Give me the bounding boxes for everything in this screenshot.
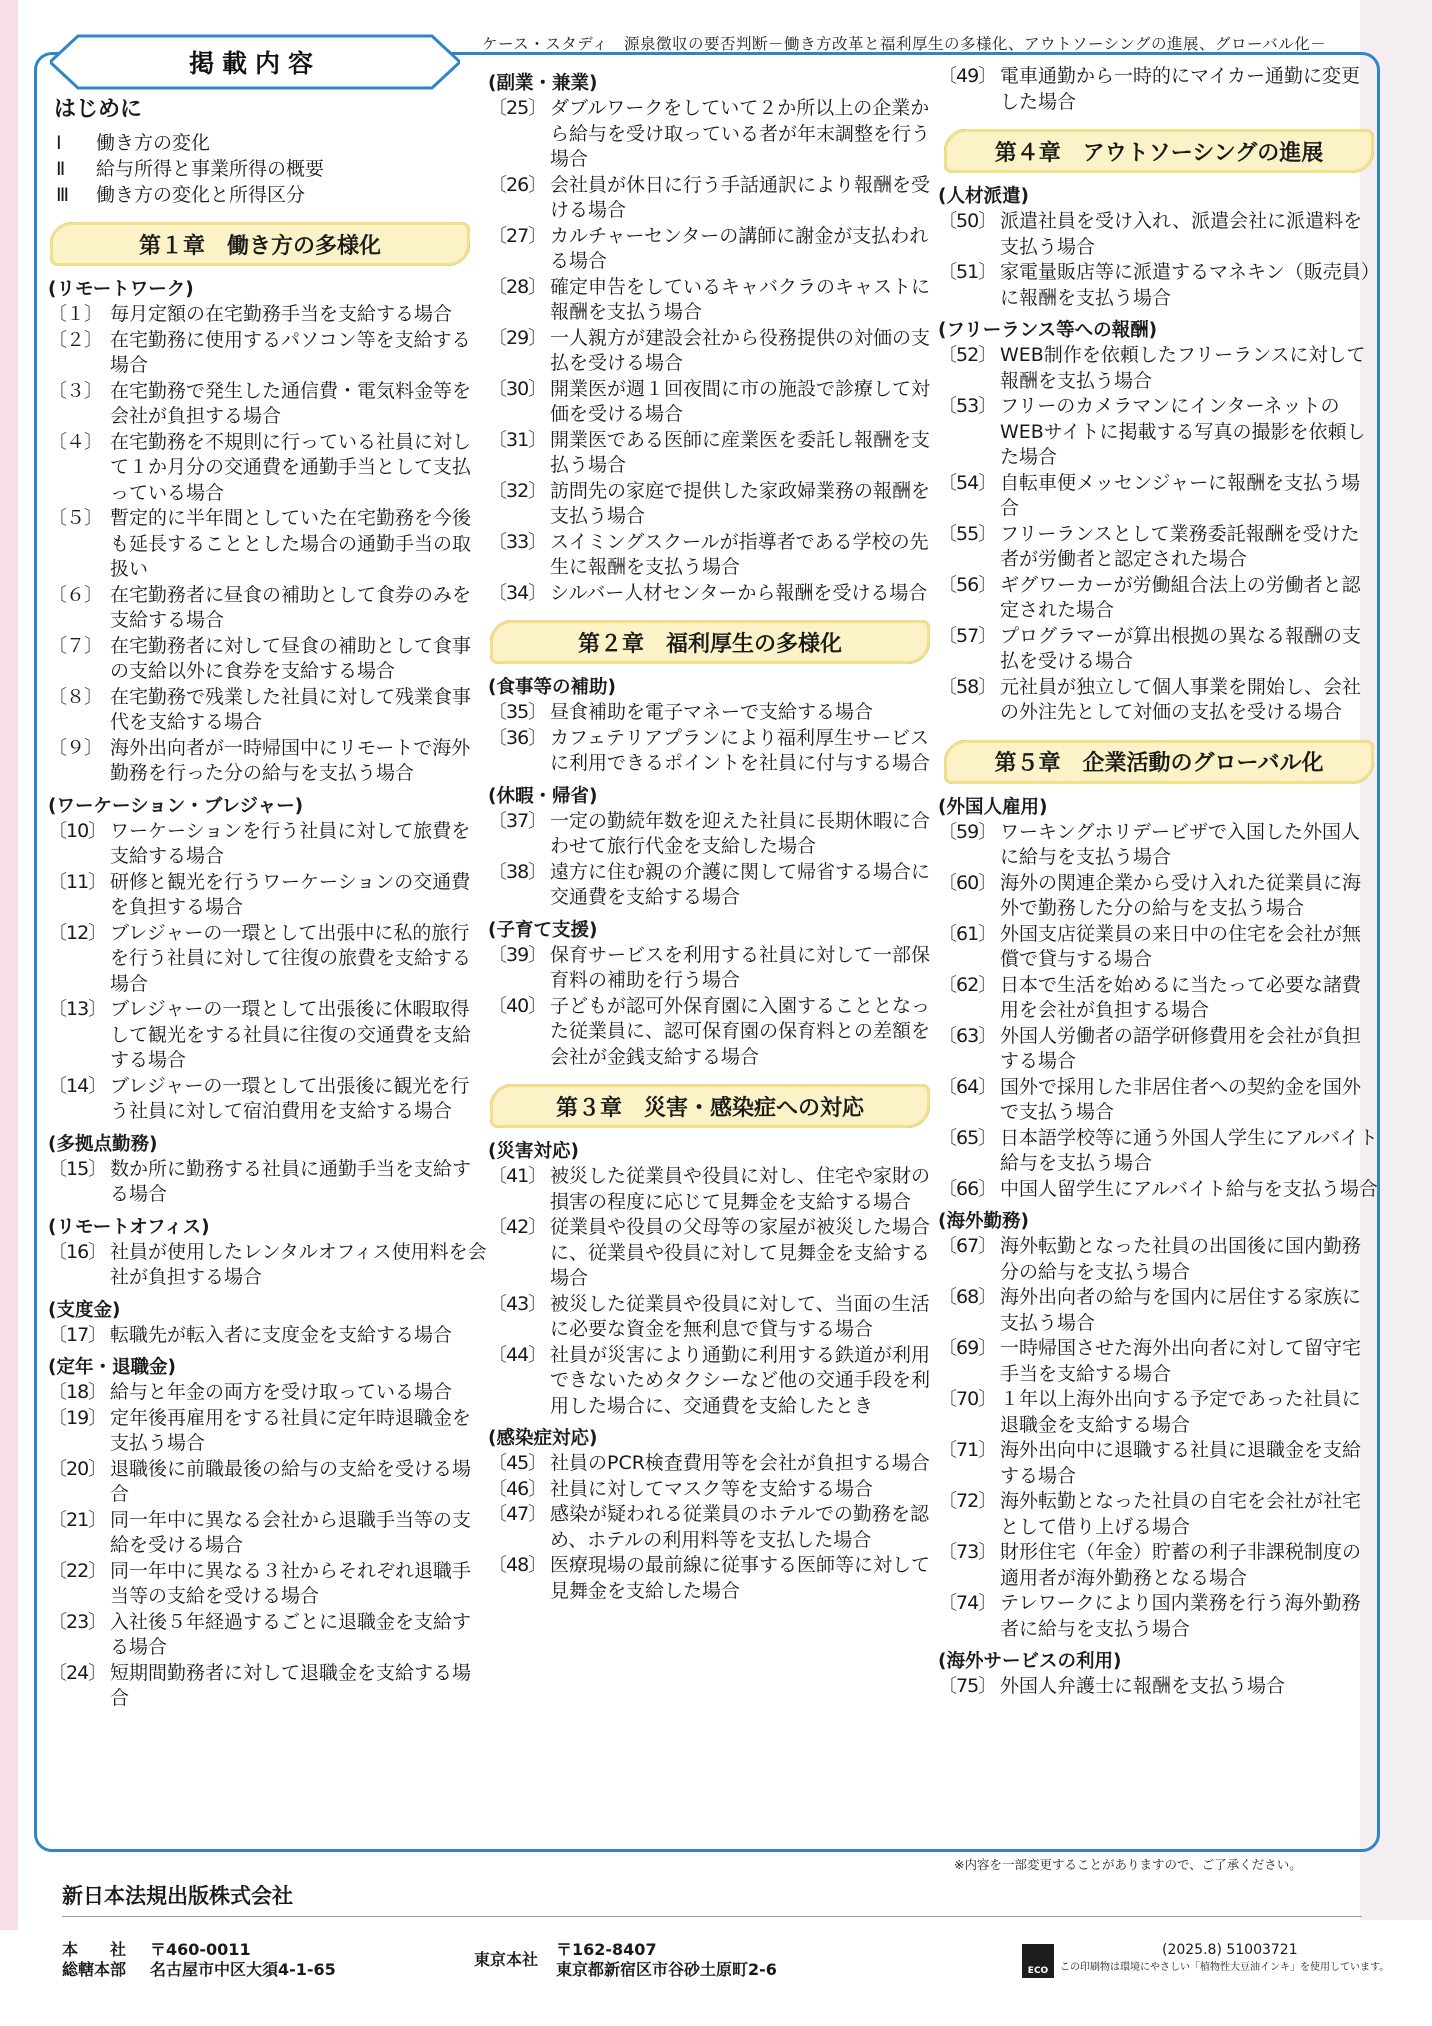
case-title: 社員が災害により通勤に利用する鉄道が利用できないためタクシーなど他の交通手段を利用した場合に、交通費を支給したとき [550, 1343, 931, 1417]
case-item [488, 275, 933, 326]
section-leave [488, 785, 933, 911]
case-number: 〔40〕 [488, 994, 547, 1017]
case-number: 〔69〕 [938, 1337, 997, 1359]
column-3 [938, 64, 1378, 1700]
case-item [48, 870, 488, 921]
case-title: ワーケーションを行う社員に対して旅費を支給する場合 [110, 819, 471, 867]
case-number: 〔11〕 [48, 870, 107, 893]
case-number: 〔67〕 [938, 1235, 997, 1257]
case-item [488, 943, 933, 994]
case-number: 〔52〕 [938, 344, 997, 366]
case-item [48, 1240, 488, 1291]
case-item [938, 1540, 1378, 1591]
case-number: 〔12〕 [48, 921, 107, 944]
page-edge-left [0, 0, 18, 1930]
section-side-job [488, 72, 933, 606]
case-item [938, 1387, 1378, 1438]
case-title: ブレジャーの一環として出張後に休暇取得して観光をする社員に往復の交通費を支給する場合 [110, 998, 472, 1071]
case-number: 〔63〕 [938, 1024, 997, 1047]
case-item [938, 64, 1378, 115]
eco-ink-note: この印刷物は環境にやさしい「植物性大豆油インキ」を使用しています。 [1060, 1962, 1390, 1973]
case-number: 〔５〕 [48, 507, 103, 529]
case-title: フリーのカメラマンにインターネットのWEBサイトに掲載する写真の撮影を依頼した場合 [1000, 395, 1366, 468]
case-number: 〔26〕 [488, 173, 547, 196]
case-title: 退職後に前職最後の給与の支給を受ける場合 [110, 1457, 472, 1505]
case-title: 派遣社員を受け入れ、派遣会社に派遣料を支払う場合 [1000, 210, 1363, 258]
case-title: 被災した従業員や役員に対して、当面の生活に必要な資金を無利息で貸与する場合 [550, 1292, 930, 1340]
case-item [48, 736, 488, 787]
case-number: 〔31〕 [488, 428, 547, 451]
case-item [48, 1074, 488, 1125]
case-item [488, 700, 933, 726]
case-title: 海外出向中に退職する社員に退職金を支給する場合 [1000, 1439, 1362, 1487]
case-item [488, 173, 933, 224]
case-number: 〔45〕 [488, 1452, 547, 1474]
case-item [488, 860, 933, 911]
change-notice: ※内容を一部変更することがありますので、ご了承ください。 [954, 1857, 1302, 1872]
case-title: WEB制作を依頼したフリーランスに対して報酬を支払う場合 [1000, 344, 1366, 392]
case-number: 〔30〕 [488, 377, 547, 400]
section-heading: (海外サービスの利用) [938, 1651, 1122, 1672]
case-item [938, 1285, 1378, 1336]
case-title: スイミングスクールが指導者である学校の先生に報酬を支払う場合 [550, 530, 929, 578]
case-item [938, 394, 1378, 471]
case-item [938, 1674, 1378, 1700]
case-item [48, 1508, 488, 1559]
case-number: 〔２〕 [48, 328, 103, 351]
case-item [938, 820, 1378, 871]
case-title: 毎月定額の在宅勤務手当を支給する場合 [110, 303, 453, 325]
case-number: 〔53〕 [938, 395, 997, 417]
case-number: 〔33〕 [488, 530, 547, 553]
intro-item: Ⅲ 働き方の変化と所得区分 [56, 184, 306, 206]
chapter-5-heading: 第５章 企業活動のグローバル化 [944, 740, 1374, 784]
case-title: 数か所に勤務する社員に通勤手当を支給する場合 [110, 1157, 472, 1205]
section-retirement [48, 1356, 488, 1712]
section-infection [488, 1427, 933, 1604]
case-item [488, 377, 933, 428]
case-title: ブレジャーの一環として出張後に観光を行う社員に対して宿泊費用を支給する場合 [110, 1074, 470, 1122]
case-item [48, 1457, 488, 1508]
case-item [488, 1292, 933, 1343]
section-heading: (海外勤務) [938, 1211, 1029, 1232]
case-number: 〔61〕 [938, 922, 997, 945]
case-title: 海外転勤となった社員の出国後に国内勤務分の給与を支払う場合 [1000, 1235, 1362, 1283]
case-title: 海外出向者の給与を国内に居住する家族に支払う場合 [1000, 1286, 1362, 1334]
case-number: 〔70〕 [938, 1388, 997, 1410]
contents-title-tab [50, 34, 460, 90]
case-title: 給与と年金の両方を受け取っている場合 [110, 1381, 453, 1403]
case-title: 研修と観光を行うワーケーションの交通費を負担する場合 [110, 870, 471, 918]
case-title: 転職先が転入者に支度金を支給する場合 [110, 1323, 453, 1346]
case-item [488, 809, 933, 860]
case-title: テレワークにより国内業務を行う海外勤務者に給与を支払う場合 [1000, 1592, 1361, 1640]
tokyo-address: 東京都新宿区市谷砂土原町2-6 [556, 1960, 777, 1979]
case-item [938, 522, 1378, 573]
case-item [938, 260, 1378, 311]
case-number: 〔64〕 [938, 1075, 997, 1098]
case-number: 〔25〕 [488, 97, 547, 119]
case-title: 財形住宅（年金）貯蓄の利子非課税制度の適用者が海外勤務となる場合 [1000, 1541, 1362, 1589]
footer-divider [62, 1916, 1362, 1917]
case-title: 国外で採用した非居住者への契約金を国外で支払う場合 [1000, 1075, 1362, 1123]
case-number: 〔１〕 [48, 303, 103, 325]
column-1 [48, 96, 488, 1712]
case-item [938, 871, 1378, 922]
section-workation [48, 795, 488, 1125]
case-title: 訪問先の家庭で提供した家政婦業務の報酬を支払う場合 [550, 479, 931, 527]
case-title: フリーランスとして業務委託報酬を受けた者が労働者と認定された場合 [1000, 522, 1360, 570]
case-item [488, 1215, 933, 1292]
case-title: 日本で生活を始めるに当たって必要な諸費用を会社が負担する場合 [1000, 973, 1362, 1021]
case-title: 海外出向者が一時帰国中にリモートで海外勤務を行った分の給与を支払う場合 [110, 736, 471, 784]
section-heading: (支度金) [48, 1299, 121, 1321]
case-number: 〔73〕 [938, 1541, 997, 1563]
tokyo-label: 東京本社 [474, 1950, 539, 1969]
hq-zip: 〒460-0011 [150, 1940, 251, 1959]
case-item [48, 506, 488, 583]
case-number: 〔16〕 [48, 1240, 107, 1263]
section-remote-office [48, 1216, 488, 1291]
case-number: 〔６〕 [48, 583, 103, 606]
case-title: 自転車便メッセンジャーに報酬を支払う場合 [1000, 471, 1361, 519]
section-commute [938, 64, 1378, 115]
case-title: 開業医である医師に産業医を委託し報酬を支払う場合 [550, 428, 931, 476]
case-title: 感染が疑われる従業員のホテルでの勤務を認め、ホテルの利用料等を支払した場合 [550, 1503, 930, 1551]
case-title: 従業員や役員の父母等の家屋が被災した場合に、従業員や役員に対して見舞金を支給する場合 [550, 1216, 931, 1289]
section-foreign-hire [938, 796, 1378, 1203]
case-item [938, 1591, 1378, 1642]
case-number: 〔27〕 [488, 224, 547, 247]
section-remote-work [48, 278, 488, 787]
case-item [488, 1477, 933, 1503]
section-heading: (リモートワーク) [48, 279, 194, 300]
section-heading: (外国人雇用) [938, 796, 1048, 818]
case-title: 社員のPCR検査費用等を会社が負担する場合 [550, 1452, 930, 1474]
case-number: 〔66〕 [938, 1177, 997, 1200]
case-number: 〔46〕 [488, 1477, 547, 1500]
section-heading: (フリーランス等への報酬) [938, 320, 1158, 341]
section-heading: (多拠点勤務) [48, 1133, 158, 1155]
case-title: 電車通勤から一時的にマイカー通勤に変更した場合 [1000, 65, 1361, 113]
case-number: 〔75〕 [938, 1675, 997, 1697]
section-preparation-money [48, 1299, 488, 1349]
case-title: 会社員が休日に行う手話通訳により報酬を受ける場合 [550, 173, 931, 221]
case-number: 〔24〕 [48, 1661, 107, 1684]
case-item [488, 581, 933, 607]
case-title: 医療現場の最前線に従事する医師等に対して見舞金を支給した場合 [550, 1554, 931, 1602]
hq-address: 名古屋市中区大須4-1-65 [150, 1960, 336, 1979]
case-number: 〔14〕 [48, 1074, 107, 1097]
case-title: 同一年中に異なる会社から退職手当等の支給を受ける場合 [110, 1508, 472, 1556]
intro-item: Ⅰ 働き方の変化 [56, 132, 211, 154]
case-item [488, 428, 933, 479]
case-title: 遠方に住む親の介護に関して帰省する場合に交通費を支給する場合 [550, 860, 931, 908]
section-meal-subsidy [488, 676, 933, 777]
case-item [938, 1489, 1378, 1540]
case-number: 〔60〕 [938, 871, 997, 894]
case-number: 〔20〕 [48, 1457, 107, 1480]
section-heading: (食事等の補助) [488, 677, 616, 698]
case-item [488, 726, 933, 777]
case-item [488, 1164, 933, 1215]
case-title: 一定の勤続年数を迎えた社員に長期休暇に合わせて旅行代金を支給した場合 [550, 809, 931, 857]
case-item [48, 1157, 488, 1208]
case-item [48, 997, 488, 1074]
case-number: 〔54〕 [938, 471, 997, 494]
case-item [938, 1177, 1378, 1203]
case-number: 〔21〕 [48, 1508, 107, 1531]
case-title: 一時帰国させた海外出向者に対して留守宅手当を支給する場合 [1000, 1337, 1362, 1385]
case-title: 入社後５年経過するごとに退職金を支給する場合 [110, 1610, 472, 1658]
section-multi-site [48, 1133, 488, 1208]
section-staffing [938, 185, 1378, 311]
case-title: 在宅勤務で発生した通信費・電気料金等を会社が負担する場合 [110, 379, 472, 427]
case-number: 〔37〕 [488, 809, 547, 832]
case-number: 〔49〕 [938, 65, 997, 87]
case-number: 〔55〕 [938, 522, 997, 545]
case-title: 定年後再雇用をする社員に定年時退職金を支払う場合 [110, 1406, 472, 1454]
case-item [938, 343, 1378, 394]
case-number: 〔41〕 [488, 1165, 547, 1187]
case-number: 〔59〕 [938, 820, 997, 843]
case-number: 〔10〕 [48, 819, 107, 842]
hq-label: 本 社 総轄本部 [62, 1940, 127, 1979]
case-item [938, 1024, 1378, 1075]
case-item [48, 1406, 488, 1457]
case-title: 海外転勤となった社員の自宅を会社が社宅として借り上げる場合 [1000, 1490, 1362, 1538]
case-item [488, 1553, 933, 1604]
case-item [48, 634, 488, 685]
eco-mark-icon [1022, 1944, 1054, 1978]
section-heading: (ワーケーション・ブレジャー) [48, 795, 304, 817]
case-item [48, 1661, 488, 1712]
case-title: 子どもが認可外保育園に入園することとなった従業員に、認可保育園の保育料との差額を会社が金銭支給する場合 [550, 994, 931, 1068]
case-title: 在宅勤務に使用するパソコン等を支給する場合 [110, 328, 471, 376]
case-item [48, 685, 488, 736]
section-heading: (災害対応) [488, 1141, 579, 1162]
case-title: プログラマーが算出根拠の異なる報酬の支払を受ける場合 [1000, 624, 1362, 672]
section-disaster [488, 1140, 933, 1419]
section-childcare [488, 919, 933, 1071]
chapter-1-heading: 第１章 働き方の多様化 [50, 222, 470, 266]
section-heading: (感染症対応) [488, 1428, 598, 1449]
section-heading: (子育て支援) [488, 919, 598, 941]
case-item [488, 530, 933, 581]
case-item [488, 326, 933, 377]
case-title: 在宅勤務者に対して昼食の補助として食事の支給以外に食券を支給する場合 [110, 634, 472, 682]
case-number: 〔28〕 [488, 275, 547, 298]
case-number: 〔17〕 [48, 1323, 107, 1346]
case-number: 〔３〕 [48, 379, 103, 402]
case-item [48, 1380, 488, 1406]
case-title: 外国人弁護士に報酬を支払う場合 [1000, 1675, 1286, 1697]
case-title: 確定申告をしているキャバクラのキャストに報酬を支払う場合 [550, 275, 931, 323]
case-title: １年以上海外出向する予定であった社員に退職金を支給する場合 [1000, 1388, 1361, 1436]
case-item [938, 471, 1378, 522]
section-heading: (休暇・帰省) [488, 785, 598, 807]
case-title: 開業医が週１回夜間に市の施設で診療して対価を受ける場合 [550, 377, 931, 425]
case-item [938, 573, 1378, 624]
case-item [48, 583, 488, 634]
case-number: 〔22〕 [48, 1559, 107, 1582]
case-title: 外国人労働者の語学研修費用を会社が負担する場合 [1000, 1024, 1362, 1072]
case-number: 〔42〕 [488, 1216, 547, 1238]
case-item [938, 209, 1378, 260]
section-overseas-service [938, 1650, 1378, 1700]
case-item [48, 1323, 488, 1349]
case-number: 〔32〕 [488, 479, 547, 502]
case-item [488, 994, 933, 1071]
case-number: 〔４〕 [48, 430, 103, 453]
case-title: 昼食補助を電子マネーで支給する場合 [550, 701, 874, 723]
case-title: カフェテリアプランにより福利厚生サービスに利用できるポイントを社員に付与する場合 [550, 726, 931, 774]
case-item [938, 624, 1378, 675]
case-item [48, 1610, 488, 1661]
case-item [48, 430, 488, 507]
case-title: 中国人留学生にアルバイト給与を支払う場合 [1000, 1177, 1378, 1200]
case-item [488, 96, 933, 173]
case-number: 〔44〕 [488, 1343, 547, 1366]
column-2 [488, 64, 933, 1604]
case-title: 在宅勤務で残業した社員に対して残業食事代を支給する場合 [110, 685, 472, 733]
case-number: 〔８〕 [48, 685, 103, 708]
case-item [938, 922, 1378, 973]
case-title: 被災した従業員や役員に対し、住宅や家財の損害の程度に応じて見舞金を支給する場合 [550, 1165, 931, 1213]
case-item [48, 921, 488, 998]
case-number: 〔51〕 [938, 261, 997, 283]
case-number: 〔47〕 [488, 1503, 547, 1525]
case-item [938, 675, 1378, 726]
case-title: 同一年中に異なる３社からそれぞれ退職手当等の支給を受ける場合 [110, 1559, 472, 1607]
case-number: 〔34〕 [488, 581, 547, 604]
intro-item: Ⅱ 給与所得と事業所得の概要 [56, 158, 325, 180]
tokyo-zip: 〒162-8407 [556, 1940, 657, 1959]
case-number: 〔15〕 [48, 1157, 107, 1180]
case-title: 海外の関連企業から受け入れた従業員に海外で勤務した分の給与を支払う場合 [1000, 871, 1362, 919]
case-number: 〔13〕 [48, 998, 107, 1020]
publisher-name: 新日本法規出版株式会社 [62, 1884, 293, 1908]
case-number: 〔48〕 [488, 1554, 547, 1576]
case-number: 〔56〕 [938, 573, 997, 596]
case-title: ブレジャーの一環として出張中に私的旅行を行う社員に対して往復の旅費を支給する場合 [110, 921, 472, 995]
case-title: ワーキングホリデービザで入国した外国人に給与を支払う場合 [1000, 820, 1361, 868]
case-number: 〔36〕 [488, 726, 547, 749]
section-heading: (リモートオフィス) [48, 1216, 210, 1238]
case-title: 一人親方が建設会社から役務提供の対価の支払を受ける場合 [550, 326, 931, 374]
section-freelance [938, 319, 1378, 726]
case-title: ギグワーカーが労働組合法上の労働者と認定された場合 [1000, 573, 1361, 621]
print-code: (2025.8) 51003721 [1162, 1942, 1298, 1958]
case-number: 〔57〕 [938, 624, 997, 647]
section-heading: (副業・兼業) [488, 73, 598, 94]
case-number: 〔35〕 [488, 701, 547, 723]
case-title: 在宅勤務者に昼食の補助として食券のみを支給する場合 [110, 583, 472, 631]
case-item [48, 819, 488, 870]
case-item [488, 1502, 933, 1553]
chapter-4-heading: 第４章 アウトソーシングの進展 [944, 129, 1374, 173]
case-number: 〔62〕 [938, 973, 997, 996]
case-item [938, 973, 1378, 1024]
case-number: 〔71〕 [938, 1439, 997, 1461]
case-title: カルチャーセンターの講師に謝金が支払われる場合 [550, 224, 929, 272]
case-item [938, 1075, 1378, 1126]
case-item [488, 479, 933, 530]
case-number: 〔58〕 [938, 675, 997, 698]
case-item [48, 328, 488, 379]
case-item [938, 1438, 1378, 1489]
case-title: 外国支店従業員の来日中の住宅を会社が無償で貸与する場合 [1000, 922, 1362, 970]
case-item [488, 1451, 933, 1477]
case-number: 〔50〕 [938, 210, 997, 232]
case-title: 元社員が独立して個人事業を開始し、会社の外注先として対価の支払を受ける場合 [1000, 675, 1362, 723]
case-title: 社員に対してマスク等を支給する場合 [550, 1477, 874, 1500]
case-number: 〔72〕 [938, 1490, 997, 1512]
case-title: 短期間勤務者に対して退職金を支給する場合 [110, 1661, 472, 1709]
section-heading: (定年・退職金) [48, 1357, 176, 1378]
case-number: 〔68〕 [938, 1286, 997, 1308]
chapter-2-heading: 第２章 福利厚生の多様化 [490, 620, 930, 664]
case-item [938, 1234, 1378, 1285]
case-item [938, 1336, 1378, 1387]
case-number: 〔65〕 [938, 1126, 997, 1149]
case-title: 社員が使用したレンタルオフィス使用料を会社が負担する場合 [110, 1240, 487, 1288]
case-title: 暫定的に半年間としていた在宅勤務を今後も延長することとした場合の通勤手当の取扱い [110, 507, 472, 580]
chapter-3-heading: 第３章 災害・感染症への対応 [490, 1084, 930, 1128]
case-number: 〔９〕 [48, 736, 103, 759]
case-number: 〔74〕 [938, 1592, 997, 1614]
case-item [488, 224, 933, 275]
case-number: 〔38〕 [488, 860, 547, 883]
contents-title: 掲載内容 [188, 49, 321, 78]
case-title: 保育サービスを利用する社員に対して一部保育料の補助を行う場合 [550, 943, 931, 991]
section-overseas-work [938, 1210, 1378, 1642]
case-item [488, 1343, 933, 1420]
section-heading: (人材派遣) [938, 186, 1029, 207]
case-number: 〔39〕 [488, 943, 547, 966]
case-title: 家電量販店等に派遣するマネキン（販売員）に報酬を支払う場合 [1000, 261, 1371, 309]
case-item [48, 302, 488, 328]
case-number: 〔18〕 [48, 1381, 107, 1403]
case-title: 在宅勤務を不規則に行っている社員に対して１か月分の交通費を通勤手当として支払っている場合 [110, 430, 472, 504]
case-title: シルバー人材センターから報酬を受ける場合 [550, 581, 928, 604]
case-number: 〔23〕 [48, 1610, 107, 1633]
case-number: 〔43〕 [488, 1292, 547, 1315]
case-item [48, 1559, 488, 1610]
case-number: 〔７〕 [48, 634, 103, 657]
book-series-title: ケース・スタディ 源泉徴収の要否判断－働き方改革と福利厚生の多様化、アウトソーシングの進展、グローバル化－ [482, 35, 1327, 53]
case-item [48, 379, 488, 430]
case-number: 〔29〕 [488, 326, 547, 349]
case-number: 〔19〕 [48, 1406, 107, 1429]
intro-heading: はじめに [54, 97, 143, 122]
case-title: ダブルワークをしていて２か所以上の企業から給与を受け取っている者が年末調整を行う場合 [550, 97, 931, 170]
case-title: 日本語学校等に通う外国人学生にアルバイト給与を支払う場合 [1000, 1126, 1378, 1174]
case-item [938, 1126, 1378, 1177]
